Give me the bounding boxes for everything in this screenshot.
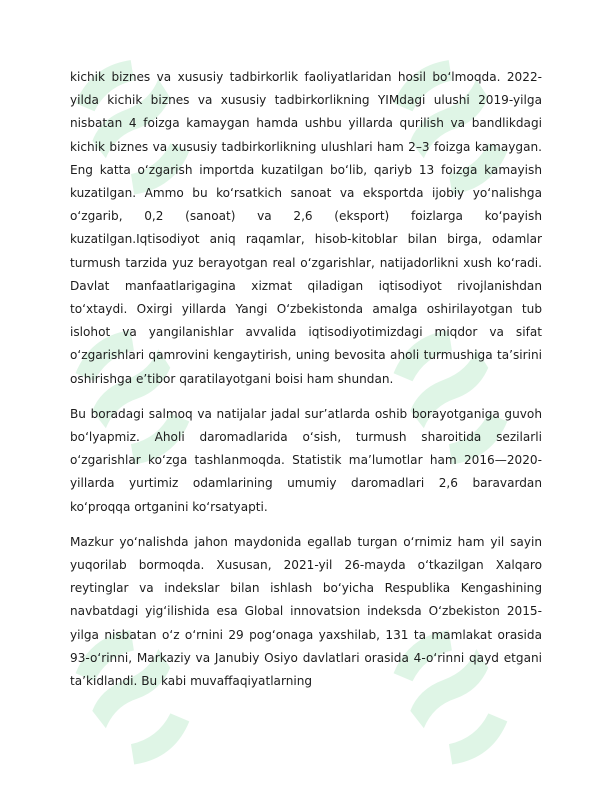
body-text <box>70 66 542 705</box>
paragraph-2: Bu boradagi salmoq va natijalar jadal sur’atlarda oshib borayotganiga guvoh bo‘lyapmiz. Aholi daromadlarida o‘sish, turmush sharoitida sezilarli o‘zgarishlar ko‘zga tashlanmoqda. Statistik ma’lumotlar ham 2016—2020-yillarda yurtimiz odamlarining umumiy daromadlari 2,6 baravardan ko‘proqqa ortganini ko‘rsatyapti. <box>70 406 542 514</box>
paragraph-1: kichik biznes va xususiy tadbirkorlik faoliyatlaridan hosil bo‘lmoqda. 2022-yilda kichik biznes va xususiy tadbirkorlikning YIMdagi ulushi 2019-yilga nisbatan 4 foizga kamaygan hamda ushbu yillarda qurilish va bandlikdagi kichik biznes va xususiy tadbirkorlikning ulushlari ham 2–3 foizga kamaygan. Eng katta o‘zgarish importda kuzatilgan bo‘lib, qariyb 13 foizga kamayish kuzatilgan. Ammo bu ko‘rsatkich sanoat va eksportda ijobiy yo‘nalishga o‘zgarib, 0,2 (sanoat) va 2,6 (eksport) foizlarga ko‘payish kuzatilgan.Iqtisodiyot aniq raqamlar, hisob-kitoblar bilan birga, odamlar turmush tarzida yuz berayotgan real o‘zgarishlar, natijadorlikni xush ko‘radi. Davlat manfaatlarigagina xizmat qiladigan iqtisodiyot rivojlanishdan to‘xtaydi. Oxirgi yillarda Yangi O‘zbekistonda amalga oshirilayotgan tub islohot va yangilanishlar avvalida iqtisodiyotimizdagi miqdor va sifat o‘zgarishlari qamrovini kengaytirish, uning bevosita aholi turmushiga ta’sirini oshirishga e’tibor qaratilayotgani boisi ham shundan. <box>70 70 542 386</box>
paragraph-3: Mazkur yo‘nalishda jahon maydonida egallab turgan o‘rnimiz ham yil sayin yuqorilab bormoqda. Xususan, 2021-yil 26-mayda o‘tkazilgan Xalqaro reytinglar va indekslar bilan ishlash bo‘yicha Respublika Kengashining navbatdagi yig‘ilishida esa Global innovatsion indeksda O‘zbekiston 2015-yilga nisbatan o‘z o‘rnini 29 pog‘onaga yaxshilab, 131 ta mamlakat orasida 93-o‘rinni, Markaziy va Janubiy Osiyo davlatlari orasida 4-o‘rinni qayd etgani ta’kidlandi. Bu kabi muvaffaqiyatlarning <box>70 534 542 689</box>
